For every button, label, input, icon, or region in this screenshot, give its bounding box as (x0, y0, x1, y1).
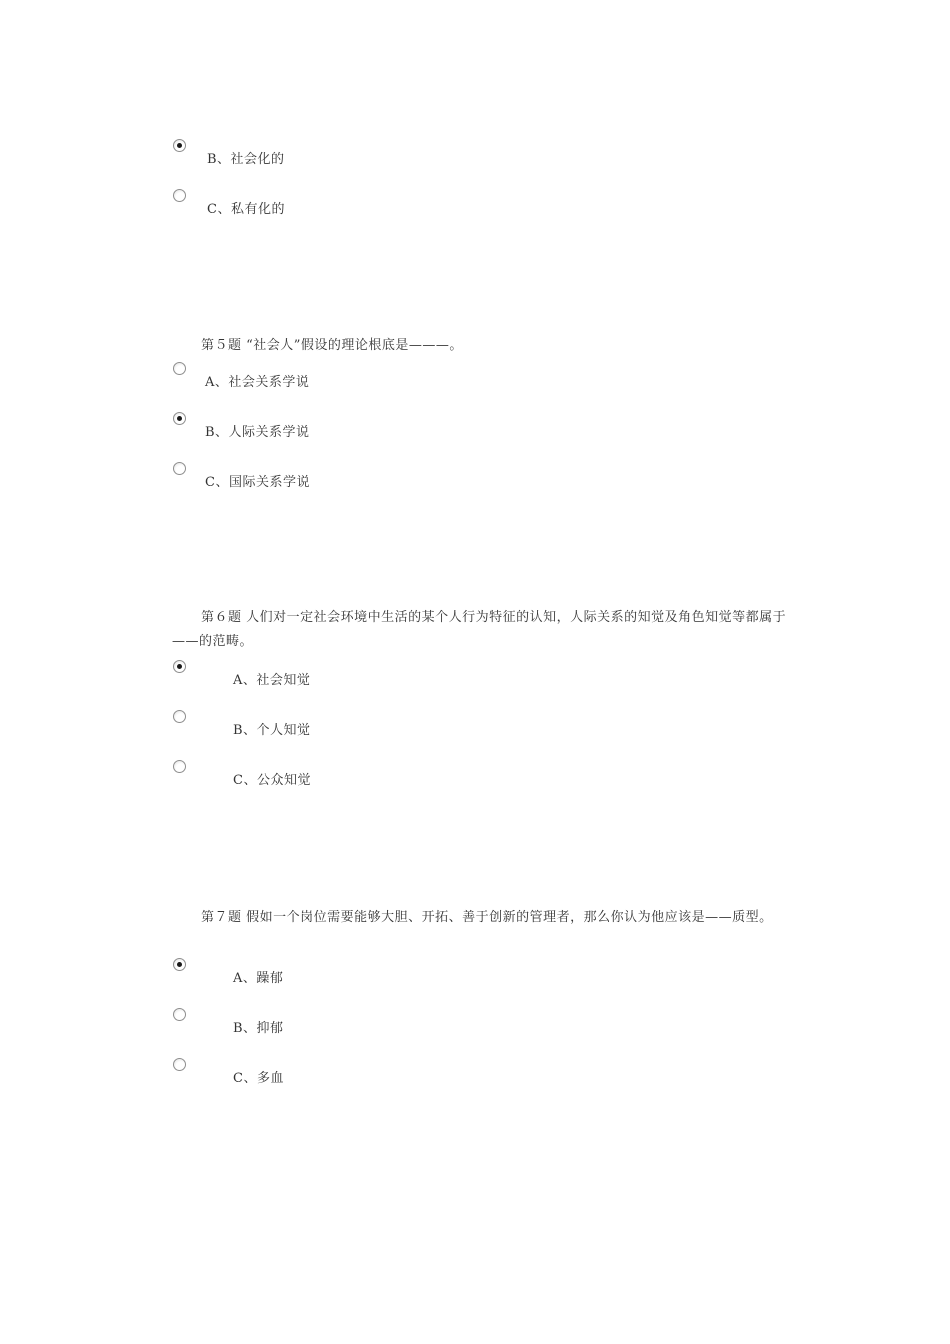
question-7-text: 第７题 假如一个岗位需要能够大胆、开拓、善于创新的管理者，那么你认为他应该是——质型。 (201, 910, 773, 925)
radio-q7-option-c[interactable] (173, 1058, 186, 1071)
radio-q6-option-a[interactable] (173, 660, 186, 673)
option-label-q6-b: B、个人知觉 (233, 723, 311, 738)
option-label-q5-b: B、人际关系学说 (205, 425, 310, 440)
option-label-q4-c: C、私有化的 (207, 202, 285, 217)
radio-q6-option-c[interactable] (173, 760, 186, 773)
radio-q5-option-a[interactable] (173, 362, 186, 375)
option-label-q6-a: A、社会知觉 (233, 673, 311, 688)
radio-q4-option-c[interactable] (173, 189, 186, 202)
option-label-q5-c: C、国际关系学说 (205, 475, 310, 490)
option-label-q7-c: C、多血 (233, 1071, 284, 1086)
radio-q7-option-b[interactable] (173, 1008, 186, 1021)
radio-q7-option-a[interactable] (173, 958, 186, 971)
question-5-text: 第５题 “社会人”假设的理论根底是———。 (201, 338, 463, 353)
option-label-q5-a: A、社会关系学说 (205, 375, 310, 390)
option-label-q4-b: B、社会化的 (207, 152, 285, 167)
question-6-text: 第６题 人们对一定社会环境中生活的某个人行为特征的认知，人际关系的知觉及角色知觉等都属于——的范畴。 (172, 610, 787, 649)
radio-q6-option-b[interactable] (173, 710, 186, 723)
option-label-q7-a: A、躁郁 (233, 971, 284, 986)
option-label-q7-b: B、抑郁 (233, 1021, 284, 1036)
radio-q5-option-b[interactable] (173, 412, 186, 425)
radio-q5-option-c[interactable] (173, 462, 186, 475)
radio-q4-option-b[interactable] (173, 139, 186, 152)
option-label-q6-c: C、公众知觉 (233, 773, 311, 788)
